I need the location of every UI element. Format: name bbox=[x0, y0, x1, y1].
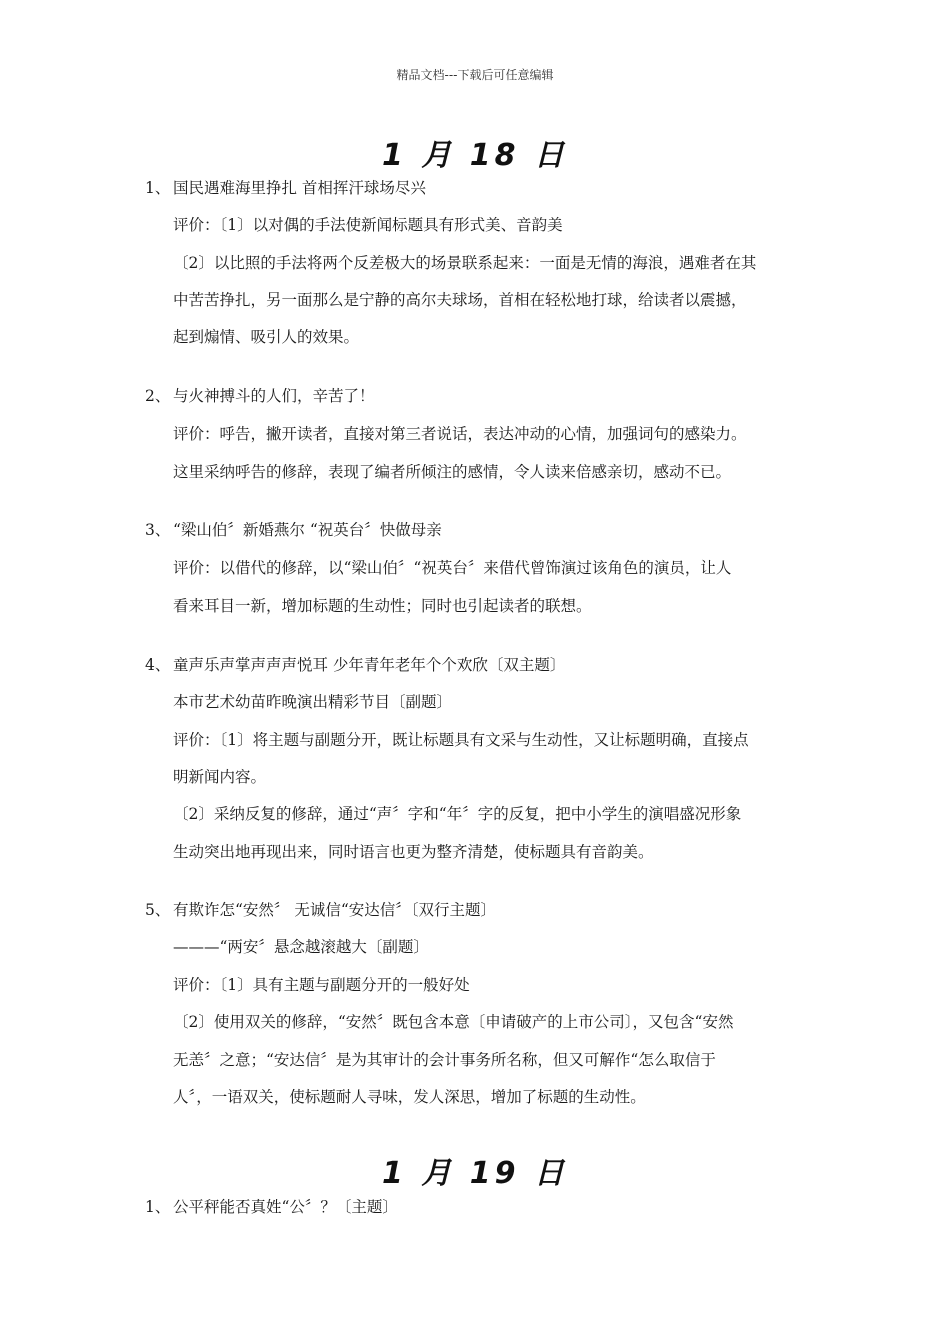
comment-line: 起到煽情、吸引人的效果。 bbox=[173, 328, 360, 346]
comment-line: 评价：〔1〕以对偶的手法使新闻标题具有形式美、音韵美 bbox=[173, 216, 563, 234]
comment-line: 无恙〞之意；“安达信〞是为其审计的会计事务所名称，但又可解作“怎么取信于 bbox=[173, 1051, 716, 1069]
comment-line: 评价：〔1〕具有主题与副题分开的一般好处 bbox=[173, 976, 470, 994]
item-number: 2、 bbox=[145, 387, 171, 405]
item-number: 5、 bbox=[145, 901, 171, 919]
headline-text: 国民遇难海里挣扎 首相挥汗球场尽兴 bbox=[173, 179, 426, 197]
headline-text: 公平秤能否真姓“公〞？〔主题〕 bbox=[173, 1198, 398, 1216]
comment-line: 中苦苦挣扎，另一面那么是宁静的高尔夫球场，首相在轻松地打球，给读者以震撼， bbox=[173, 291, 747, 309]
item-number: 4、 bbox=[145, 656, 171, 674]
comment-line: 评价：呼告，撇开读者，直接对第三者说话，表达冲动的心情，加强词句的感染力。 bbox=[173, 425, 747, 443]
comment-line: 〔2〕使用双关的修辞，“安然〞既包含本意〔申请破产的上市公司〕，又包含“安然 bbox=[173, 1013, 734, 1031]
comment-line: 人〞，一语双关，使标题耐人寻味，发人深思，增加了标题的生动性。 bbox=[173, 1088, 646, 1106]
comment-line: 明新闻内容。 bbox=[173, 768, 267, 786]
date-heading: 1 月 18 日 bbox=[382, 138, 568, 173]
comment-line: 评价：〔1〕将主题与副题分开，既让标题具有文采与生动性，又让标题明确，直接点 bbox=[173, 731, 749, 749]
comment-line: 这里采纳呼告的修辞，表现了编者所倾注的感情，令人读来倍感亲切，感动不已。 bbox=[173, 463, 732, 481]
comment-line: 生动突出地再现出来，同时语言也更为整齐清楚，使标题具有音韵美。 bbox=[173, 843, 654, 861]
comment-line: 评价：以借代的修辞，以“梁山伯〞“祝英台〞来借代曾饰演过该角色的演员，让人 bbox=[173, 559, 732, 577]
comment-line: 〔2〕采纳反复的修辞，通过“声〞字和“年〞字的反复，把中小学生的演唱盛况形象 bbox=[173, 805, 742, 823]
item-number: 1、 bbox=[145, 179, 171, 197]
item-number: 1、 bbox=[145, 1198, 171, 1216]
headline-text: 与火神搏斗的人们，辛苦了！ bbox=[173, 387, 375, 405]
comment-line: 〔2〕以比照的手法将两个反差极大的场景联系起来：一面是无情的海浪，遇难者在其 bbox=[173, 254, 757, 272]
page-header: 精品文档---下载后可任意编辑 bbox=[396, 68, 554, 82]
item-number: 3、 bbox=[145, 521, 171, 539]
comment-line: 本市艺术幼苗昨晚演出精彩节目〔副题〕 bbox=[173, 693, 453, 711]
comment-line: 看来耳目一新，增加标题的生动性；同时也引起读者的联想。 bbox=[173, 597, 592, 615]
date-heading: 1 月 19 日 bbox=[382, 1156, 568, 1191]
comment-line: ———“两安〞悬念越滚越大〔副题〕 bbox=[173, 938, 429, 956]
headline-text: 童声乐声掌声声声悦耳 少年青年老年个个欢欣〔双主题〕 bbox=[173, 656, 566, 674]
headline-text: “梁山伯〞新婚燕尔 “祝英台〞快做母亲 bbox=[173, 521, 442, 539]
headline-text: 有欺诈怎“安然〞 无诚信“安达信〞〔双行主题〕 bbox=[173, 901, 497, 919]
